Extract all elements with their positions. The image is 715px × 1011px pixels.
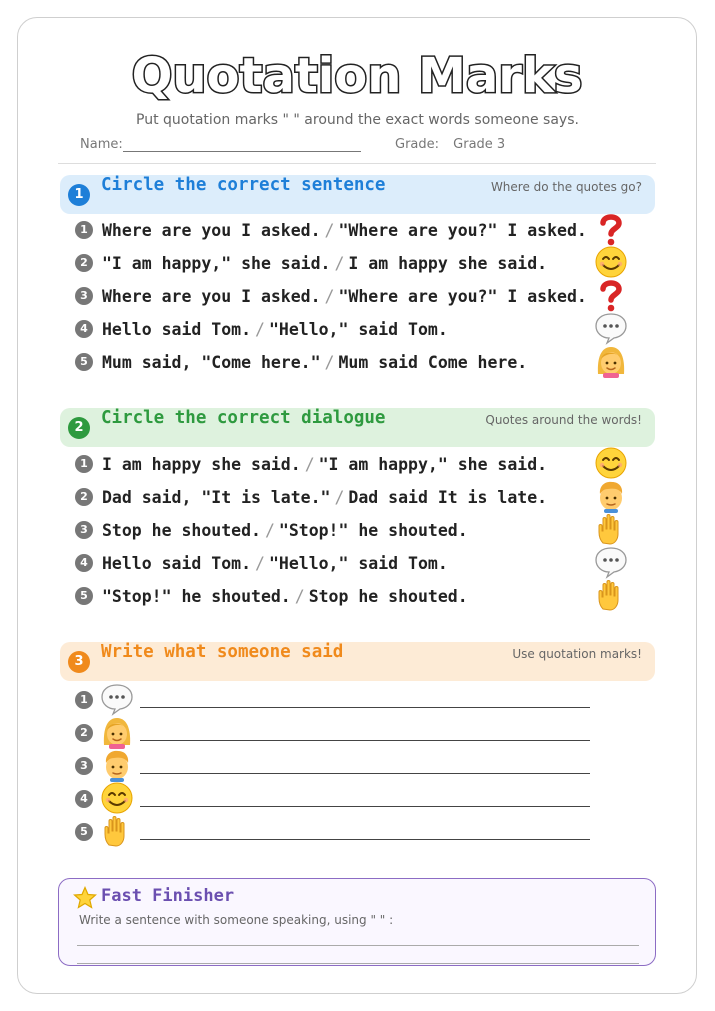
sentence-option-b[interactable]: I am happy she said. (348, 254, 548, 273)
sentence-option-a[interactable]: Dad said, "It is late." (102, 488, 331, 507)
name-line[interactable] (123, 137, 361, 152)
sentence-choice-row (75, 221, 587, 247)
section-2-number: 2 (68, 417, 90, 439)
option-separator: / (255, 320, 265, 339)
smiling-face-icon (594, 446, 628, 480)
item-number: 2 (75, 724, 93, 742)
raised-hand-icon (100, 814, 134, 848)
sentence-option-b[interactable]: Dad said It is late. (348, 488, 548, 507)
section-1-title: Circle the correct sentence (101, 175, 386, 195)
writing-line[interactable] (77, 963, 639, 964)
item-number: 4 (75, 554, 93, 572)
section-3-header (60, 642, 655, 681)
header-divider (58, 163, 656, 164)
speech-bubble-icon (594, 311, 628, 345)
writing-line[interactable] (140, 707, 590, 708)
fast-finisher-box (58, 878, 656, 966)
item-number: 1 (75, 691, 93, 709)
sentence-choice-row (75, 254, 547, 280)
sentence-choice-row (75, 287, 587, 313)
option-separator: / (324, 221, 335, 240)
option-separator: / (264, 521, 275, 540)
writing-line[interactable] (140, 740, 590, 741)
item-number: 3 (75, 757, 93, 775)
speech-bubble-icon (100, 682, 134, 716)
option-separator: / (324, 287, 335, 306)
man-face-icon (100, 748, 134, 782)
section-1-hint: Where do the quotes go? (490, 180, 642, 194)
sentence-choice-row (75, 488, 547, 514)
question-mark-icon (594, 278, 628, 312)
sentence-option-a[interactable]: "I am happy," she said. (102, 254, 331, 273)
item-number: 1 (75, 455, 93, 473)
sentence-option-a[interactable]: I am happy she said. (102, 455, 301, 474)
sentence-choice-row (75, 554, 448, 580)
writing-line[interactable] (140, 773, 590, 774)
grade-label: Grade: (395, 137, 440, 152)
name-field[interactable] (80, 137, 361, 152)
grade-field (395, 137, 505, 152)
item-number: 5 (75, 823, 93, 841)
sentence-option-b[interactable]: "Hello," said Tom. (268, 320, 448, 339)
item-number: 5 (75, 587, 93, 605)
sentence-option-b[interactable]: "Stop!" he shouted. (278, 521, 468, 540)
man-face-icon (594, 479, 628, 513)
option-separator: / (294, 587, 305, 606)
sentence-option-a[interactable]: Hello said Tom. (102, 554, 252, 573)
sentence-option-a[interactable]: Where are you I asked. (102, 221, 321, 240)
sentence-option-a[interactable]: Where are you I asked. (102, 287, 321, 306)
sentence-option-b[interactable]: "I am happy," she said. (318, 455, 548, 474)
question-mark-icon (594, 212, 628, 246)
name-label: Name: (80, 137, 123, 152)
section-2-title: Circle the correct dialogue (101, 408, 386, 428)
item-number: 3 (75, 521, 93, 539)
woman-face-icon (594, 344, 628, 378)
section-2-hint: Quotes around the words! (485, 413, 642, 427)
sentence-choice-row (75, 320, 448, 346)
sentence-option-b[interactable]: Stop he shouted. (308, 587, 468, 606)
sentence-option-a[interactable]: Stop he shouted. (102, 521, 261, 540)
section-3-number: 3 (68, 651, 90, 673)
sentence-option-b[interactable]: "Where are you?" I asked. (338, 287, 587, 306)
section-2-header (60, 408, 655, 447)
option-separator: / (324, 353, 335, 372)
svg-text:Quotation Marks: Quotation Marks (131, 48, 583, 104)
sentence-choice-row (75, 587, 468, 613)
sentence-option-a[interactable]: "Stop!" he shouted. (102, 587, 291, 606)
item-number: 3 (75, 287, 93, 305)
sentence-option-a[interactable]: Hello said Tom. (102, 320, 252, 339)
smiling-face-icon (100, 781, 134, 815)
sentence-choice-row (75, 521, 468, 547)
raised-hand-icon (594, 512, 628, 546)
fast-finisher-title: Fast Finisher (101, 886, 235, 906)
section-3-title: Write what someone said (101, 642, 344, 662)
speech-bubble-icon (594, 545, 628, 579)
writing-line[interactable] (140, 806, 590, 807)
sentence-choice-row (75, 455, 547, 481)
page-title (0, 36, 715, 116)
option-separator: / (334, 488, 345, 507)
star-icon (73, 886, 97, 910)
option-separator: / (255, 554, 265, 573)
sentence-option-b[interactable]: Mum said Come here. (338, 353, 528, 372)
sentence-option-b[interactable]: "Where are you?" I asked. (338, 221, 587, 240)
item-number: 2 (75, 488, 93, 506)
item-number: 5 (75, 353, 93, 371)
item-number: 4 (75, 790, 93, 808)
raised-hand-icon (594, 578, 628, 612)
section-1-header (60, 175, 655, 214)
sentence-option-a[interactable]: Mum said, "Come here." (102, 353, 321, 372)
instructions: Put quotation marks " " around the exact words someone says. (136, 112, 579, 128)
item-number: 4 (75, 320, 93, 338)
fast-finisher-prompt: Write a sentence with someone speaking, using " " : (79, 913, 394, 927)
option-separator: / (334, 254, 345, 273)
smiling-face-icon (594, 245, 628, 279)
writing-line[interactable] (140, 839, 590, 840)
sentence-option-b[interactable]: "Hello," said Tom. (268, 554, 448, 573)
sentence-choice-row (75, 353, 527, 379)
item-number: 1 (75, 221, 93, 239)
option-separator: / (304, 455, 315, 474)
section-3-hint: Use quotation marks! (512, 647, 642, 661)
section-1-number: 1 (68, 184, 90, 206)
item-number: 2 (75, 254, 93, 272)
writing-line[interactable] (77, 945, 639, 946)
woman-face-icon (100, 715, 134, 749)
grade-value: Grade 3 (453, 137, 506, 152)
